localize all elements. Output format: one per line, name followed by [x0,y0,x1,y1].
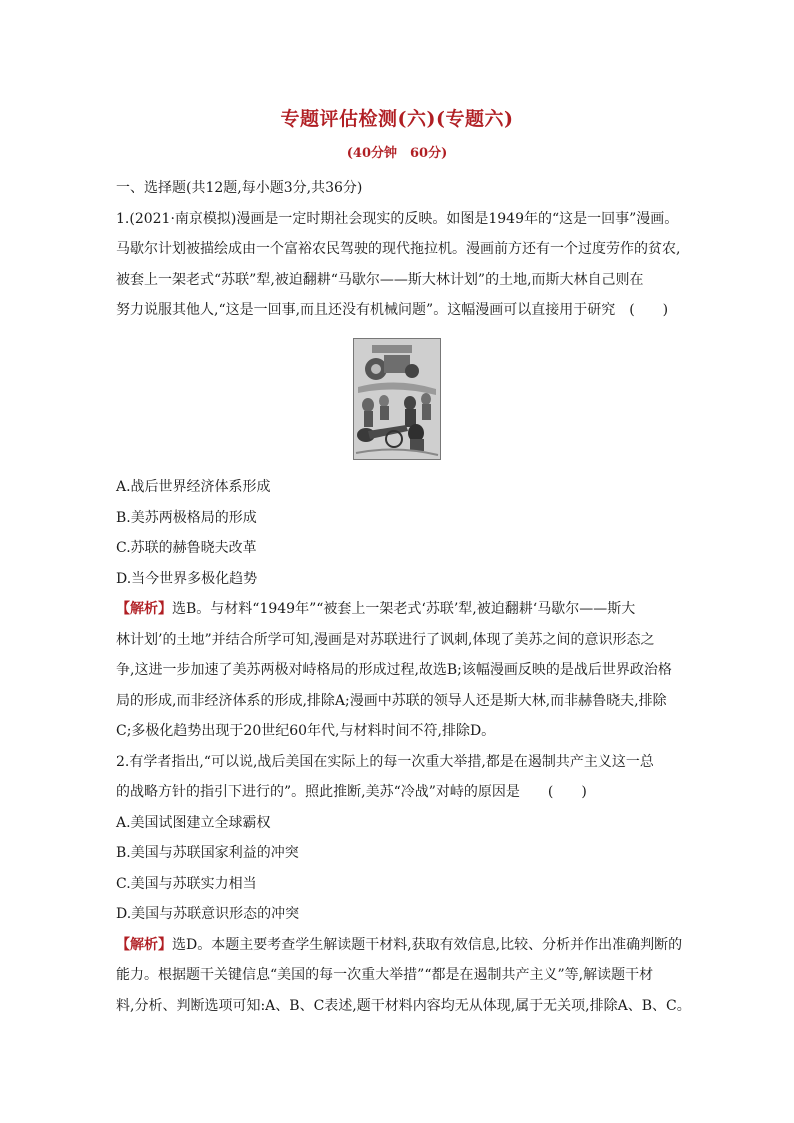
cartoon-image [353,338,441,460]
option-d: D.当今世界多极化趋势 [116,570,258,587]
question-1-block [116,173,680,326]
section-heading: 一、选择题(共12题,每小题3分,共36分) [116,180,363,196]
option-c: C.美国与苏联实力相当 [116,875,257,892]
question-1-line: 被套上一架老式“苏联”犁,被迫翻耕“马歇尔——斯大林计划”的土地,而斯大林自己则在 [116,271,644,288]
analysis-line: 料,分析、判断选项可知:A、B、C表述,题干材料内容均无从体现,属于无关项,排除A、B、C。 [116,997,691,1014]
option-a: A.战后世界经济体系形成 [116,479,271,495]
analysis-line [116,930,683,961]
option-d: D.美国与苏联意识形态的冲突 [116,906,300,922]
analysis-tag: 【解析】 [116,601,172,617]
page-subtitle: (40分钟 60分) [346,146,448,161]
option-c: C.苏联的赫鲁晓夫改革 [116,540,257,556]
analysis-line: 能力。根据题干关键信息“美国的每一次重大举措”“都是在遏制共产主义”等,解读题干材 [116,967,654,983]
question-1-line: 努力说服其他人,“这是一回事,而且还没有机械问题”。这幅漫画可以直接用于研究 ( ) [116,302,669,318]
analysis-line: 林计划’的土地”并结合所学可知,漫画是对苏联进行了讽刺,体现了美苏之间的意识形态之 [116,631,655,648]
analysis-tag: 【解析】 [116,936,172,953]
analysis-line: 争,这进一步加速了美苏两极对峙格局的形成过程,故选B;该幅漫画反映的是战后世界政治格 [116,662,672,678]
question-1-line: 马歇尔计划被描绘成由一个富裕农民驾驶的现代拖拉机。漫画前方还有一个过度劳作的贫农, [116,241,681,257]
question-1-line: 1.(2021·南京模拟)漫画是一定时期社会现实的反映。如图是1949年的“这是一回事”漫画。 [116,210,679,227]
question-1-options-and-analysis [116,472,691,1021]
option-b: B.美国与苏联国家利益的冲突 [116,845,299,861]
analysis-text: 选D。本题主要考查学生解读题干材料,获取有效信息,比较、分析并作出准确判断的 [172,936,683,953]
option-b: B.美苏两极格局的形成 [116,509,257,526]
question-2-line: 2.有学者指出,“可以说,战后美国在实际上的每一次重大举措,都是在遏制共产主义这一总 [116,753,654,770]
page-title: 专题评估检测(六)(专题六) [280,108,514,130]
analysis-line: 局的形成,而非经济体系的形成,排除A;漫画中苏联的领导人还是斯大林,而非赫鲁晓夫,排除 [116,692,667,709]
option-a: A.美国试图建立全球霸权 [116,814,271,831]
analysis-text: 选B。与材料“1949年”“被套上一架老式‘苏联’犁,被迫翻耕‘马歇尔——斯大 [172,601,636,617]
analysis-line: C;多极化趋势出现于20世纪60年代,与材料时间不符,排除D。 [116,723,496,739]
analysis-line [116,594,680,625]
question-2-line: 的战略方针的指引下进行的”。照此推断,美苏“冷战”对峙的原因是 ( ) [116,784,587,800]
